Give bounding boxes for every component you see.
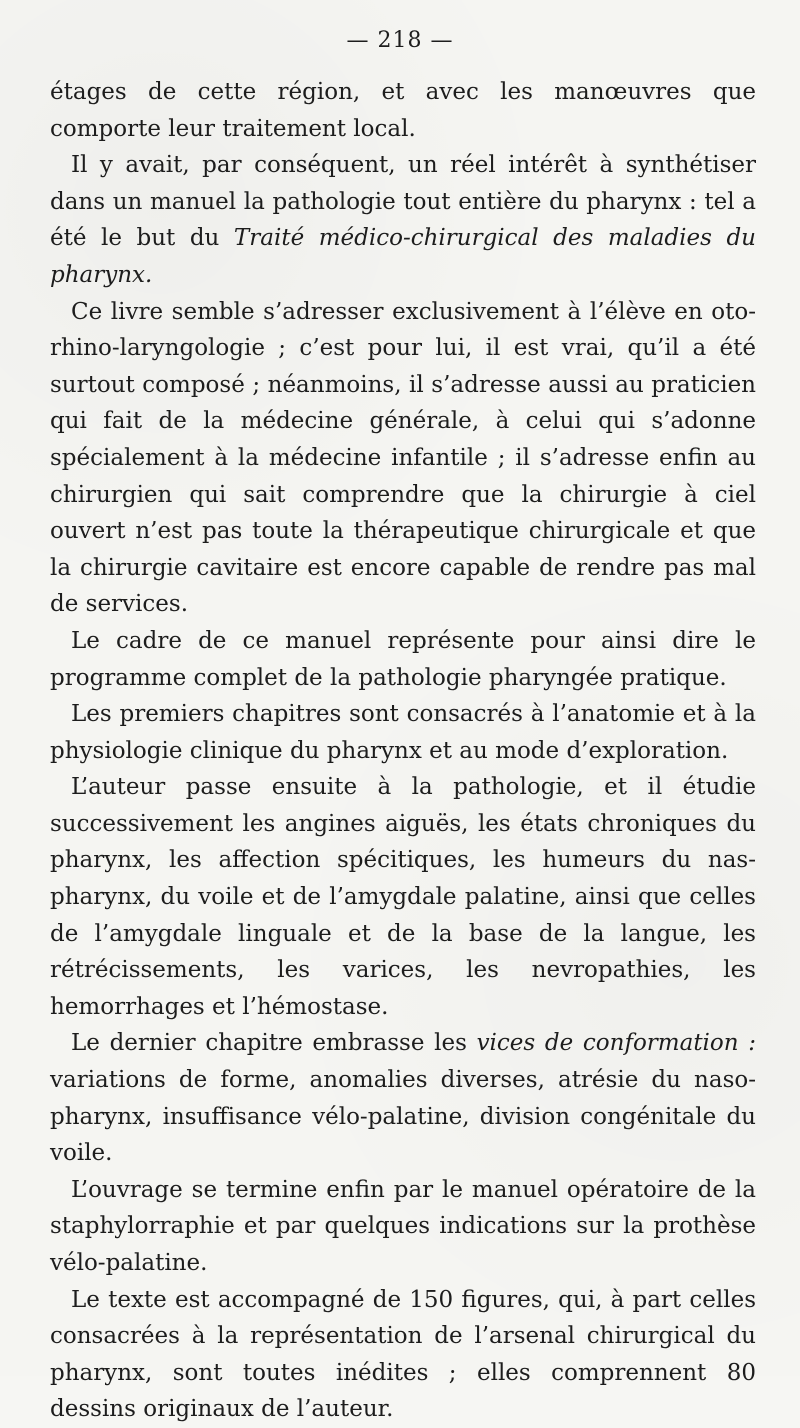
paragraph-pathology: L’auteur passe ensuite à la pathologie, et il étudie successivement les angines aiguës, les états chroniques du pharynx, les affection spécitiques, les humeurs du nas-pharynx, du voile et de l’amygdale palatine, ainsi que celles de l’amygdale linguale et de la base de la langue, les rétrécissements, les varices, les nevropathies, les hemorrhages et l’hémostase. — [50, 774, 756, 1020]
paragraph-scope: Le cadre de ce manuel représente pour ainsi dire le programme complet de la pathologie pharyngée pratique. — [50, 627, 756, 691]
paragraph-conclusion-of-book: L’ouvrage se termine enfin par le manuel opératoire de la staphylorraphie et par quelques indications sur la prothèse vélo-palatine. — [50, 1176, 756, 1276]
paragraph-last-chapter — [50, 1025, 756, 1171]
page-body — [50, 74, 756, 1428]
vices-de-conformation-term: vices de conformation : — [476, 1030, 757, 1057]
paragraph-figures: Le texte est accompagné de 150 figures, qui, à part celles consacrées à la représentation de l’arsenal chirurgical du pharynx, sont toutes inédites ; elles comprennent 80 dessins originaux de l’auteur. — [50, 1286, 756, 1423]
paragraph-purpose — [50, 147, 756, 293]
paragraph-purpose-text: Il y avait, par conséquent, un réel intérêt à synthétiser dans un manuel la pathologie tout entière du pharynx : tel a été le but du — [50, 152, 756, 252]
paragraph-continuation: étages de cette région, et avec les manœuvres que comporte leur traitement local. — [50, 79, 756, 142]
paragraph-last-chapter-intro: Le dernier chapitre embrasse les — [71, 1030, 477, 1057]
page-number: — 218 — — [346, 28, 454, 53]
paragraph-audience: Ce livre semble s’adresser exclusivement à l’élève en oto-rhino-laryngologie ; c’est pour lui, il est vrai, qu’il a été surtout composé ; néanmoins, il s’adresse aussi au praticien qui fait de la médecine générale, à celui qui s’adonne spécialement à la médecine infantile ; il s’adresse enfin au chirurgien qui sait comprendre que la chirurgie à ciel ouvert n’est pas toute la thérapeutique chirurgicale et que la chirurgie cavitaire est encore capable de rendre pas mal de services. — [50, 298, 756, 618]
book-title-reference: Traité médico-chirurgical des maladies du pharynx. — [50, 225, 756, 288]
paragraph-last-chapter-list: variations de forme, anomalies diverses, atrésie du naso-pharynx, insuffisance vélo-palatine, division congénitale du voile. — [50, 1067, 756, 1167]
paragraph-first-chapters: Les premiers chapitres sont consacrés à l’anatomie et à la physiologie clinique du pharynx et au mode d’exploration. — [50, 701, 756, 764]
